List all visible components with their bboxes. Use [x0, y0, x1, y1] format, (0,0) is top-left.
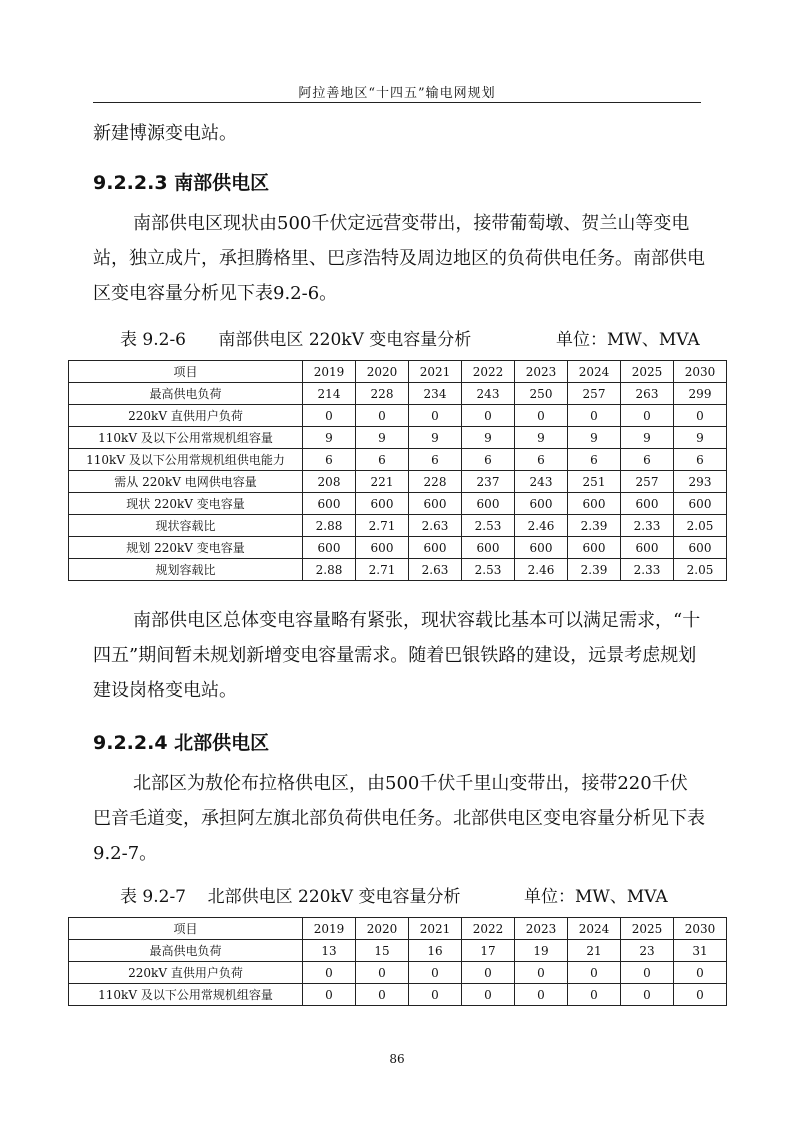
value-cell: 2.88	[303, 559, 356, 581]
value-cell: 9	[674, 427, 727, 449]
value-cell: 293	[674, 471, 727, 493]
value-cell: 0	[356, 984, 409, 1006]
header-cell-year: 2025	[621, 918, 674, 940]
value-cell: 0	[303, 405, 356, 427]
value-cell: 2.46	[515, 515, 568, 537]
table-header-row	[69, 918, 727, 940]
value-cell: 0	[568, 405, 621, 427]
value-cell: 2.46	[515, 559, 568, 581]
value-cell: 2.71	[356, 559, 409, 581]
value-cell: 2.39	[568, 515, 621, 537]
value-cell: 0	[621, 405, 674, 427]
value-cell: 0	[409, 405, 462, 427]
value-cell: 2.53	[462, 515, 515, 537]
value-cell: 0	[462, 405, 515, 427]
value-cell: 6	[621, 449, 674, 471]
value-cell: 0	[462, 962, 515, 984]
table-caption-north: 表 9.2-7 北部供电区 220kV 变电容量分析	[120, 887, 461, 907]
paragraph-north: 北部区为敖伦布拉格供电区，由500千伏千里山变带出，接带220千伏巴音毛道变，承担阿左旗北部负荷供电任务。北部供电区变电容量分析见下表9.2-7。	[93, 773, 705, 864]
value-cell: 2.39	[568, 559, 621, 581]
header-cell-year: 2020	[356, 361, 409, 383]
row-label-cell: 220kV 直供用户负荷	[69, 405, 303, 427]
value-cell: 0	[621, 984, 674, 1006]
value-cell: 600	[303, 537, 356, 559]
table-row	[69, 383, 727, 405]
table-row	[69, 405, 727, 427]
value-cell: 0	[674, 984, 727, 1006]
intro-line: 新建博源变电站。	[93, 123, 237, 144]
value-cell: 2.53	[462, 559, 515, 581]
value-cell: 257	[621, 471, 674, 493]
value-cell: 0	[356, 405, 409, 427]
section-heading-north: 9.2.2.4 北部供电区	[93, 732, 270, 754]
value-cell: 9	[462, 427, 515, 449]
value-cell: 600	[674, 537, 727, 559]
value-cell: 250	[515, 383, 568, 405]
value-cell: 0	[303, 962, 356, 984]
paragraph-south-conclusion: 南部供电区总体变电容量略有紧张，现状容载比基本可以满足需求，“十四五”期间暂未规划新增变电容量需求。随着巴银铁路的建设，远景考虑规划建设岗格变电站。	[93, 610, 701, 701]
value-cell: 6	[356, 449, 409, 471]
header-cell-year: 2022	[462, 361, 515, 383]
capacity-table-south	[68, 360, 727, 581]
row-label-cell: 现状 220kV 变电容量	[69, 493, 303, 515]
value-cell: 214	[303, 383, 356, 405]
section-heading-south: 9.2.2.3 南部供电区	[93, 172, 270, 194]
paragraph-south: 南部供电区现状由500千伏定远营变带出，接带葡萄墩、贺兰山等变电站，独立成片，承担腾格里、巴彦浩特及周边地区的负荷供电任务。南部供电区变电容量分析见下表9.2-6。	[93, 213, 705, 304]
table-header-row	[69, 361, 727, 383]
value-cell: 16	[409, 940, 462, 962]
table-row	[69, 984, 727, 1006]
value-cell: 0	[621, 962, 674, 984]
table-row	[69, 515, 727, 537]
running-header: 阿拉善地区“十四五”输电网规划	[298, 86, 496, 101]
value-cell: 600	[568, 493, 621, 515]
table-row	[69, 449, 727, 471]
row-label-cell: 110kV 及以下公用常规机组容量	[69, 984, 303, 1006]
value-cell: 600	[515, 537, 568, 559]
table-row	[69, 559, 727, 581]
value-cell: 251	[568, 471, 621, 493]
value-cell: 600	[462, 537, 515, 559]
value-cell: 9	[515, 427, 568, 449]
header-cell-year: 2025	[621, 361, 674, 383]
row-label-cell: 110kV 及以下公用常规机组供电能力	[69, 449, 303, 471]
value-cell: 2.88	[303, 515, 356, 537]
value-cell: 6	[462, 449, 515, 471]
value-cell: 2.33	[621, 515, 674, 537]
value-cell: 9	[356, 427, 409, 449]
value-cell: 6	[515, 449, 568, 471]
value-cell: 600	[409, 493, 462, 515]
value-cell: 6	[568, 449, 621, 471]
header-cell-year: 2030	[674, 361, 727, 383]
value-cell: 9	[568, 427, 621, 449]
value-cell: 0	[568, 962, 621, 984]
value-cell: 600	[674, 493, 727, 515]
value-cell: 600	[303, 493, 356, 515]
header-cell-year: 2024	[568, 918, 621, 940]
value-cell: 600	[462, 493, 515, 515]
row-label-cell: 110kV 及以下公用常规机组容量	[69, 427, 303, 449]
value-cell: 0	[515, 984, 568, 1006]
table-caption-south: 表 9.2-6 南部供电区 220kV 变电容量分析	[120, 330, 472, 350]
page-number: 86	[389, 1052, 405, 1066]
header-cell-year: 2021	[409, 361, 462, 383]
table-row	[69, 962, 727, 984]
value-cell: 0	[409, 984, 462, 1006]
table-unit-south: 单位：MW、MVA	[556, 330, 700, 350]
table-row	[69, 940, 727, 962]
value-cell: 0	[515, 405, 568, 427]
value-cell: 237	[462, 471, 515, 493]
header-cell-year: 2030	[674, 918, 727, 940]
table-row	[69, 471, 727, 493]
value-cell: 243	[462, 383, 515, 405]
value-cell: 2.63	[409, 515, 462, 537]
value-cell: 257	[568, 383, 621, 405]
value-cell: 0	[568, 984, 621, 1006]
row-label-cell: 最高供电负荷	[69, 383, 303, 405]
capacity-table-north	[68, 917, 727, 1006]
value-cell: 23	[621, 940, 674, 962]
table-row	[69, 537, 727, 559]
row-label-cell: 规划容载比	[69, 559, 303, 581]
value-cell: 19	[515, 940, 568, 962]
value-cell: 31	[674, 940, 727, 962]
header-cell-year: 2019	[303, 361, 356, 383]
value-cell: 0	[409, 962, 462, 984]
row-label-cell: 220kV 直供用户负荷	[69, 962, 303, 984]
table-unit-north: 单位：MW、MVA	[524, 887, 668, 907]
value-cell: 0	[674, 405, 727, 427]
value-cell: 243	[515, 471, 568, 493]
value-cell: 600	[621, 537, 674, 559]
value-cell: 600	[409, 537, 462, 559]
value-cell: 0	[356, 962, 409, 984]
value-cell: 600	[515, 493, 568, 515]
table-row	[69, 493, 727, 515]
value-cell: 0	[462, 984, 515, 1006]
header-cell-year: 2019	[303, 918, 356, 940]
header-cell-year: 2023	[515, 918, 568, 940]
value-cell: 600	[621, 493, 674, 515]
value-cell: 21	[568, 940, 621, 962]
value-cell: 17	[462, 940, 515, 962]
value-cell: 221	[356, 471, 409, 493]
value-cell: 15	[356, 940, 409, 962]
row-label-cell: 规划 220kV 变电容量	[69, 537, 303, 559]
value-cell: 13	[303, 940, 356, 962]
value-cell: 228	[356, 383, 409, 405]
row-label-cell: 最高供电负荷	[69, 940, 303, 962]
value-cell: 600	[568, 537, 621, 559]
value-cell: 6	[674, 449, 727, 471]
row-label-cell: 需从 220kV 电网供电容量	[69, 471, 303, 493]
value-cell: 2.63	[409, 559, 462, 581]
value-cell: 9	[303, 427, 356, 449]
value-cell: 9	[621, 427, 674, 449]
value-cell: 228	[409, 471, 462, 493]
row-label-cell: 现状容载比	[69, 515, 303, 537]
value-cell: 6	[409, 449, 462, 471]
header-cell-year: 2021	[409, 918, 462, 940]
header-cell-year: 2020	[356, 918, 409, 940]
value-cell: 2.33	[621, 559, 674, 581]
header-cell-year: 2023	[515, 361, 568, 383]
value-cell: 263	[621, 383, 674, 405]
value-cell: 0	[674, 962, 727, 984]
value-cell: 2.71	[356, 515, 409, 537]
value-cell: 208	[303, 471, 356, 493]
value-cell: 2.05	[674, 559, 727, 581]
value-cell: 600	[356, 537, 409, 559]
header-cell-item: 项目	[69, 918, 303, 940]
value-cell: 234	[409, 383, 462, 405]
header-rule	[93, 102, 701, 103]
value-cell: 6	[303, 449, 356, 471]
value-cell: 299	[674, 383, 727, 405]
header-cell-year: 2024	[568, 361, 621, 383]
value-cell: 0	[303, 984, 356, 1006]
header-cell-year: 2022	[462, 918, 515, 940]
value-cell: 0	[515, 962, 568, 984]
value-cell: 600	[356, 493, 409, 515]
table-row	[69, 427, 727, 449]
header-cell-item: 项目	[69, 361, 303, 383]
value-cell: 2.05	[674, 515, 727, 537]
value-cell: 9	[409, 427, 462, 449]
